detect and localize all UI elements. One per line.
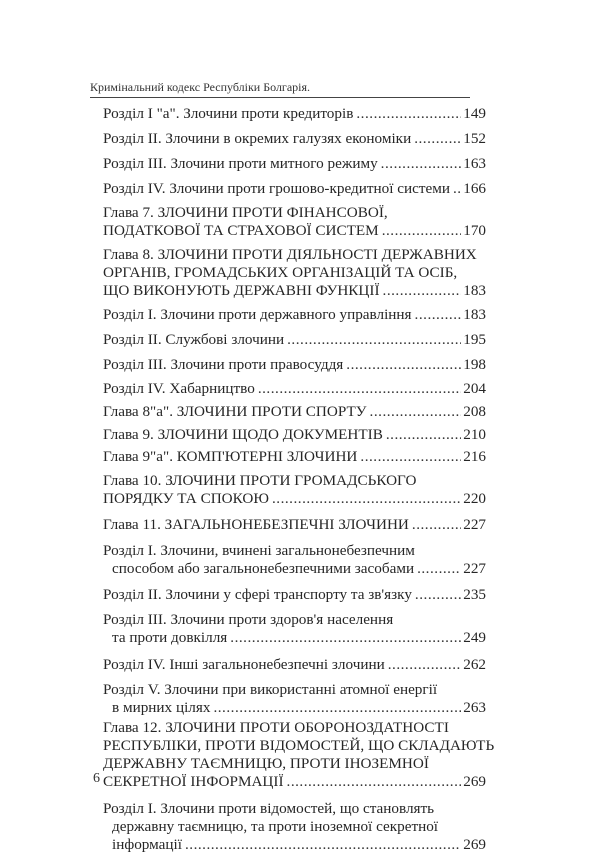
toc-page-number: 183 [463, 282, 486, 299]
toc-entry[interactable] [103, 356, 486, 374]
toc-page-number: 227 [463, 560, 486, 577]
toc-entry-title-line: ДЕРЖАВНУ ТАЄМНИЦЮ, ПРОТИ ІНОЗЕМНОЇ [103, 755, 429, 772]
toc-entry-title-line: Глава 9"а". КОМП'ЮТЕРНІ ЗЛОЧИНИ [103, 448, 358, 465]
toc-page-number: 204 [463, 380, 486, 397]
toc-entry-title-line: Розділ І. Злочини проти відомостей, що становлять [103, 800, 435, 817]
dot-leader [415, 586, 461, 604]
toc-page-number: 166 [463, 180, 486, 197]
toc-page-number: 227 [463, 516, 486, 533]
toc-entry-title-line: ОРГАНІВ, ГРОМАДСЬКИХ ОРГАНІЗАЦІЙ ТА ОСІБ, [103, 264, 458, 281]
dot-leader [213, 699, 461, 717]
toc-page-number: 198 [463, 356, 486, 373]
dot-leader [412, 516, 461, 534]
toc-entry-title-line: Розділ ІІІ. Злочини проти правосуддя [103, 356, 344, 373]
toc-entry-title-line: Розділ V. Злочини при використанні атомної енергії [103, 681, 438, 698]
toc-page-number: 183 [463, 306, 486, 323]
toc-page-number: 262 [463, 656, 486, 673]
toc-entry-title-line: Глава 10. ЗЛОЧИНИ ПРОТИ ГРОМАДСЬКОГО [103, 472, 417, 489]
toc-page-number: 163 [463, 155, 486, 172]
toc-entry[interactable] [103, 516, 486, 534]
toc-page-number: 170 [463, 222, 486, 239]
toc-entry[interactable] [103, 180, 486, 198]
toc-page-number: 269 [463, 773, 486, 790]
toc-entry-title-line: Глава 8"а". ЗЛОЧИНИ ПРОТИ СПОРТУ [103, 403, 367, 420]
toc-page-number: 220 [463, 490, 486, 507]
toc-entry-title-line: інформації [112, 836, 182, 853]
toc-entry-title-line: Розділ І. Злочини проти державного управління [103, 306, 412, 323]
toc-entry-title-line: Глава 8. ЗЛОЧИНИ ПРОТИ ДІЯЛЬНОСТІ ДЕРЖАВНИХ [103, 246, 477, 263]
dot-leader [383, 282, 462, 300]
toc-entry-title-line: Розділ ІІІ. Злочини проти здоров'я населення [103, 611, 394, 628]
toc-page-number: 152 [463, 130, 486, 147]
toc-entry-title-line: в мирних цілях [112, 699, 211, 716]
running-head: Кримінальний кодекс Республіки Болгарія. [90, 80, 311, 94]
toc-entry[interactable] [103, 800, 486, 854]
toc-page-number: 235 [463, 586, 486, 603]
toc-entry-title-line: СЕКРЕТНОЇ ІНФОРМАЦІЇ [103, 773, 284, 790]
toc-entry[interactable] [103, 105, 486, 123]
toc-entry[interactable] [103, 204, 486, 240]
toc-entry-title-line: способом або загальнонебезпечними засобами [112, 560, 415, 577]
dot-leader [414, 130, 461, 148]
toc-entry[interactable] [103, 586, 486, 604]
toc-entry-title-line: ПОРЯДКУ ТА СПОКОЮ [103, 490, 269, 507]
dot-leader [230, 629, 461, 647]
toc-entry-title-line: Розділ IV. Хабарництво [103, 380, 255, 397]
toc-page-number: 195 [463, 331, 486, 348]
dot-leader [382, 222, 462, 240]
toc-entry[interactable] [103, 426, 486, 444]
dot-leader [356, 105, 461, 123]
dot-leader [258, 380, 461, 398]
toc-entry[interactable] [103, 246, 486, 300]
toc-entry-title-line: ПОДАТКОВОЇ ТА СТРАХОВОЇ СИСТЕМ [103, 222, 379, 239]
toc-entry-title-line: Розділ ІІ. Службові злочини [103, 331, 285, 348]
toc-entry[interactable] [103, 380, 486, 398]
toc-entry-title-line: Розділ ІІ. Злочини в окремих галузях економіки [103, 130, 412, 147]
toc-entry[interactable] [103, 472, 486, 508]
toc-entry[interactable] [103, 155, 486, 173]
toc-page-number: 216 [463, 448, 486, 465]
toc-entry[interactable] [103, 130, 486, 148]
toc-page-number: 149 [463, 105, 486, 122]
toc-entry[interactable] [103, 656, 486, 674]
dot-leader [453, 180, 461, 198]
toc-entry-title-line: Глава 9. ЗЛОЧИНИ ЩОДО ДОКУМЕНТІВ [103, 426, 383, 443]
toc-entry-title-line: Розділ ІІ. Злочини у сфері транспорту та зв'язку [103, 586, 412, 603]
dot-leader [370, 403, 462, 421]
dot-leader [185, 836, 461, 854]
toc-page-number: 249 [463, 629, 486, 646]
toc-entry[interactable] [103, 611, 486, 647]
toc-entry-title-line: Глава 12. ЗЛОЧИНИ ПРОТИ ОБОРОНОЗДАТНОСТІ [103, 719, 449, 736]
toc-entry-title-line: Розділ ІІІ. Злочини проти митного режиму [103, 155, 378, 172]
toc-entry-title-line: Розділ І "а". Злочини проти кредиторів [103, 105, 354, 122]
toc-page-number: 208 [463, 403, 486, 420]
toc-entry-title-line: Глава 7. ЗЛОЧИНИ ПРОТИ ФІНАНСОВОЇ, [103, 204, 388, 221]
toc-entry-title-line: Розділ IV. Злочини проти грошово-кредитної системи [103, 180, 450, 197]
toc-page-number: 263 [463, 699, 486, 716]
dot-leader [360, 448, 461, 466]
dot-leader [386, 426, 461, 444]
dot-leader [417, 560, 461, 578]
toc-entry-title-line: ЩО ВИКОНУЮТЬ ДЕРЖАВНІ ФУНКЦІЇ [103, 282, 380, 299]
toc-entry[interactable] [103, 306, 486, 324]
dot-leader [287, 773, 462, 791]
dot-leader [346, 356, 461, 374]
toc-entry-title-line: Розділ І. Злочини, вчинені загальнонебезпечним [103, 542, 415, 559]
toc-entry[interactable] [103, 403, 486, 421]
dot-leader [388, 656, 461, 674]
toc-entry-title-line: Глава 11. ЗАГАЛЬНОНЕБЕЗПЕЧНІ ЗЛОЧИНИ [103, 516, 409, 533]
header-rule [90, 97, 470, 98]
toc-entry-title-line: державну таємницю, та проти іноземної секретної [112, 818, 439, 835]
toc-entry-title-line: Розділ IV. Інші загальнонебезпечні злочини [103, 656, 385, 673]
toc-entry[interactable] [103, 719, 495, 791]
toc-page-number: 210 [463, 426, 486, 443]
toc-entry[interactable] [103, 448, 486, 466]
dot-leader [272, 490, 461, 508]
toc-page-number: 269 [463, 836, 486, 853]
dot-leader [381, 155, 462, 173]
page-number: 6 [93, 771, 100, 786]
toc-entry[interactable] [103, 681, 486, 717]
toc-entry-title-line: РЕСПУБЛІКИ, ПРОТИ ВІДОМОСТЕЙ, ЩО СКЛАДАЮТЬ [103, 737, 495, 754]
dot-leader [287, 331, 461, 349]
toc-entry[interactable] [103, 331, 486, 349]
toc-entry-title-line: та проти довкілля [112, 629, 228, 646]
toc-entry[interactable] [103, 542, 486, 578]
dot-leader [415, 306, 462, 324]
